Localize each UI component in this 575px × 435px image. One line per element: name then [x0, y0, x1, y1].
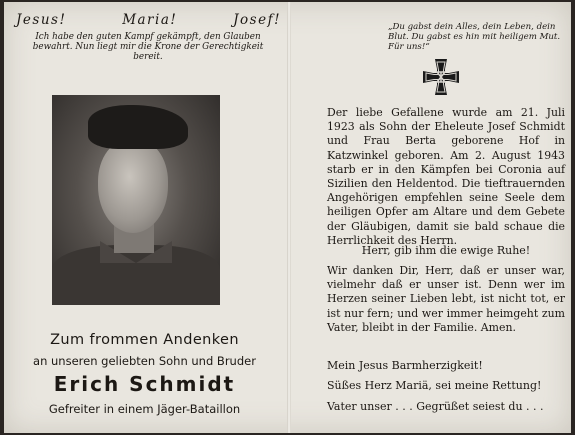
closing-line-1: Mein Jesus Barmherzigkeit!	[327, 359, 483, 372]
card-fold	[287, 2, 291, 433]
iron-cross-icon	[421, 57, 461, 97]
photo-tunic	[52, 245, 220, 305]
closing-line-3: Vater unser . . . Gegrüßet seiest du . . .	[327, 400, 544, 413]
thanks-text: Wir danken Dir, Herr, daß er unser war, vielmehr daß er unser ist. Denn wer im Herzen seiner Lieben lebt, ist nicht tot, er ist nur fern; und wer immer heimgeht zum Vater, bleibt in der Familie. Amen.	[327, 264, 565, 334]
memorial-card	[4, 2, 571, 433]
photo-face	[98, 139, 168, 233]
andenken-heading: Zum frommen Andenken	[50, 332, 239, 348]
soldier-photo	[52, 95, 220, 305]
right-quote: „Du gabst dein Alles, dein Leben, dein Blut. Du gabst es hin mit heiligem Mut. Für uns!“	[388, 22, 561, 52]
left-quote: Ich habe den guten Kampf gekämpft, den Glauben bewahrt. Nun liegt mir die Krone der Gerechtigkeit bereit.	[32, 32, 264, 63]
header-invocation	[16, 12, 281, 28]
closing-line-2: Süßes Herz Mariä, sei meine Rettung!	[327, 379, 542, 392]
rest-prayer: Herr, gib ihm die ewige Ruhe!	[361, 244, 531, 257]
relation-line: an unseren geliebten Sohn und Bruder	[33, 354, 256, 368]
left-panel	[4, 2, 285, 433]
rank-line: Gefreiter in einem Jäger-Bataillon	[48, 402, 241, 416]
right-panel	[293, 2, 571, 433]
header-jesus: Jesus!	[16, 12, 67, 28]
header-josef: Josef!	[233, 12, 281, 28]
photo-cap	[88, 105, 188, 149]
biography-text: Der liebe Gefallene wurde am 21. Juli 1923 als Sohn der Eheleute Josef Schmidt und Frau Berta geborene Hof in Katzwinkel geboren. Am 2. August 1943 starb er in den Kämpfen bei Coronia auf Sizilien den Heldentod. Die tieftrauernden Angehörigen empfehlen seine Seele dem heiligen Opfer am Altare und dem Gebete der Gläubigen, damit sie bald schaue die Herrlichkeit des Herrn.	[327, 106, 565, 247]
header-maria: Maria!	[122, 12, 178, 28]
deceased-name: Erich Schmidt	[53, 372, 236, 396]
